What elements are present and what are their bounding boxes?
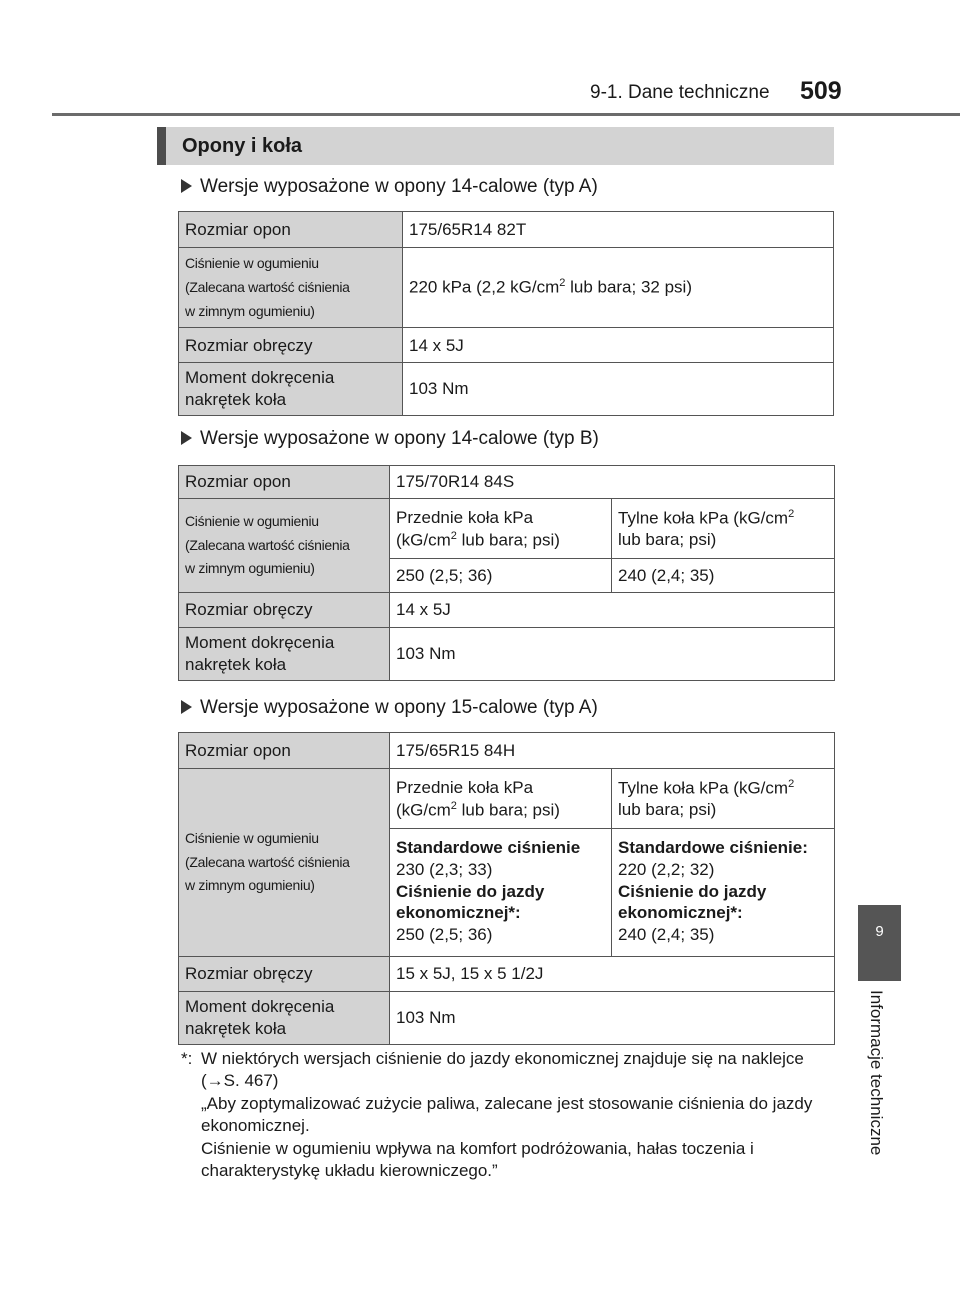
torque-value: 103 Nm	[403, 363, 834, 416]
rim-size-value: 14 x 5J	[403, 328, 834, 363]
footnote-line: Ciśnienie w ogumieniu wpływa na komfort podróżowania, hałas toczenia i charakterystykę układu kierowniczego.”	[201, 1138, 754, 1181]
triangle-bullet-icon	[181, 700, 192, 714]
front-wheels-header: Przednie koła kPa ($kG/cm^2$ lub bara; psi)	[390, 769, 612, 829]
chapter-tab	[858, 905, 901, 981]
spec-table-14-typ-a	[178, 211, 834, 416]
pressure-label: Ciśnienie w ogumieniu (Zalecana wartość ciśnienia w zimnym ogumieniu)	[179, 769, 390, 957]
subheading-15-typ-a: Wersje wyposażone w opony 15-calowe (typ A)	[181, 697, 598, 719]
tire-size-label: Rozmiar opon	[179, 733, 390, 769]
rear-wheels-header: Tylne koła kPa ($kG/cm^2$ lub bara; psi)	[612, 769, 835, 829]
torque-label: Moment dokręcenia nakrętek koła	[179, 363, 403, 416]
table-row	[179, 769, 835, 829]
tire-size-value: 175/70R14 84S	[390, 466, 835, 499]
pressure-label: Ciśnienie w ogumieniu (Zalecana wartość ciśnienia w zimnym ogumieniu)	[179, 248, 403, 328]
subheading-14-typ-a: Wersje wyposażone w opony 14-calowe (typ A)	[181, 176, 598, 198]
subheading-14-typ-b: Wersje wyposażone w opony 14-calowe (typ B)	[181, 428, 599, 450]
table-row	[179, 363, 834, 416]
table-row	[179, 957, 835, 992]
rear-wheels-header: Tylne koła kPa ($kG/cm^2$ lub bara; psi)	[612, 499, 835, 559]
header-divider	[52, 113, 960, 116]
footnote-mark: *:	[181, 1049, 193, 1068]
torque-value: 103 Nm	[390, 992, 835, 1045]
table-row	[179, 466, 835, 499]
section-title-bar	[157, 127, 834, 165]
page-number: 509	[800, 77, 842, 105]
section-title: Opony i koła	[182, 135, 303, 157]
table-row	[179, 212, 834, 248]
footnote	[181, 1048, 836, 1183]
chapter-number: 9	[875, 923, 884, 940]
tire-size-label: Rozmiar opon	[179, 212, 403, 248]
spec-table-15-typ-a	[178, 732, 835, 1045]
torque-value: 103 Nm	[390, 628, 835, 681]
torque-label: Moment dokręcenia nakrętek koła	[179, 628, 390, 681]
table-row	[179, 628, 835, 681]
rear-pressure-value: 240 (2,4; 35)	[612, 559, 835, 593]
triangle-bullet-icon	[181, 431, 192, 445]
table-row	[179, 593, 835, 628]
table-row	[179, 733, 835, 769]
torque-label: Moment dokręcenia nakrętek koła	[179, 992, 390, 1045]
spec-table-14-typ-b	[178, 465, 835, 681]
chapter-label: Informacje techniczne	[867, 990, 886, 1156]
rim-size-label: Rozmiar obręczy	[179, 593, 390, 628]
rim-size-value: 14 x 5J	[390, 593, 835, 628]
rear-pressure-values: Standardowe ciśnienie: 220 (2,2; 32) Ciśnienie do jazdy ekonomicznej*: 240 (2,4; 35)	[612, 829, 835, 957]
tire-size-value: 175/65R15 84H	[390, 733, 835, 769]
tire-size-value: 175/65R14 82T	[403, 212, 834, 248]
front-wheels-header: Przednie koła kPa ($kG/cm^2$ lub bara; psi)	[390, 499, 612, 559]
footnote-line: „Aby zoptymalizować zużycie paliwa, zalecane jest stosowanie ciśnienia do jazdy ekonomicznej.	[201, 1093, 813, 1136]
triangle-bullet-icon	[181, 179, 192, 193]
rim-size-value: 15 x 5J, 15 x 5 1/2J	[390, 957, 835, 992]
table-row	[179, 328, 834, 363]
front-pressure-values: Standardowe ciśnienie 230 (2,3; 33) Ciśnienie do jazdy ekonomicznej*: 250 (2,5; 36)	[390, 829, 612, 957]
header-section-title: 9-1. Dane techniczne	[590, 82, 770, 103]
rim-size-label: Rozmiar obręczy	[179, 957, 390, 992]
table-row	[179, 992, 835, 1045]
table-row	[179, 499, 835, 559]
tire-size-label: Rozmiar opon	[179, 466, 390, 499]
pressure-label: Ciśnienie w ogumieniu (Zalecana wartość ciśnienia w zimnym ogumieniu)	[179, 499, 390, 593]
table-row	[179, 248, 834, 328]
pressure-value: 220 kPa (2,2 $kG/cm^2$ lub bara; 32 psi)	[403, 248, 834, 328]
front-pressure-value: 250 (2,5; 36)	[390, 559, 612, 593]
rim-size-label: Rozmiar obręczy	[179, 328, 403, 363]
footnote-line: W niektórych wersjach ciśnienie do jazdy ekonomicznej znajduje się na naklejce (→S. 467)	[201, 1049, 804, 1091]
